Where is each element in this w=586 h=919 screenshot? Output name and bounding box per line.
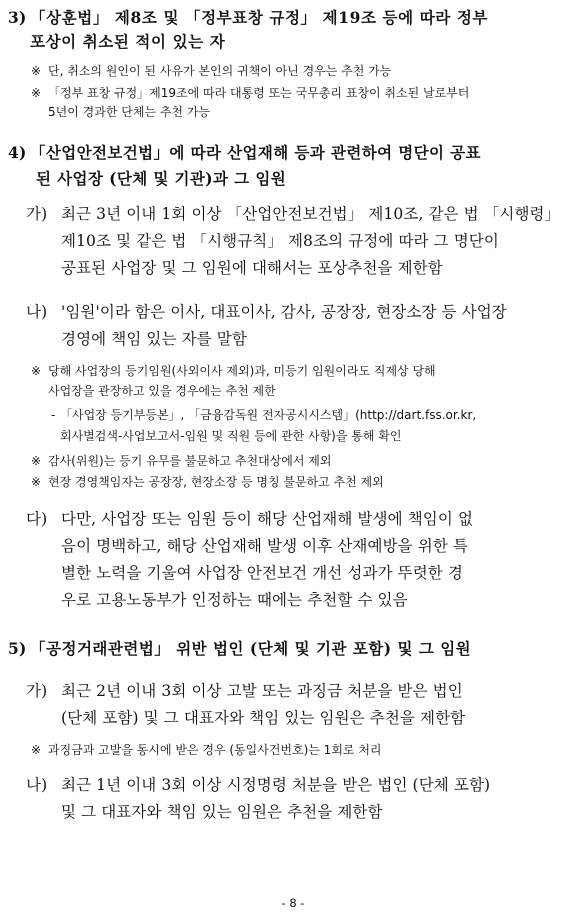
note-text-line2: 5년이 경과한 단체는 추천 가능	[48, 105, 210, 119]
item-line: 음이 명백하고, 해당 산업재해 발생 이후 산재예방을 위한 특	[61, 537, 468, 555]
section-4-number: 4)	[8, 143, 27, 162]
item-line: 별한 노력을 기울여 사업장 안전보건 개선 성과가 뚜렷한 경	[61, 564, 463, 582]
item-line: 제10조 및 같은 법 「시행규칙」 제8조의 규정에 따라 그 명단이	[61, 232, 499, 250]
note-text: 감사(위원)는 등기 유무를 불문하고 추천대상에서 제외	[48, 454, 332, 468]
note-mark: ※	[31, 454, 42, 468]
section-3-title-line2: 포상이 취소된 적이 있는 자	[30, 32, 226, 51]
section-4-title-line1: 「산업안전보건법」에 따라 산업재해 등과 관련하여 명단이 공표	[30, 143, 481, 162]
section-5-title-line1: 「공정거래관련법」 위반 법인 (단체 및 기관 포함) 및 그 임원	[30, 639, 472, 658]
sub-text-line1: 「사업장 등기부등본」, 「금융감독원 전자공시시스템」(http://dart.fss.or.kr,	[60, 408, 477, 422]
item-marker: 다)	[26, 510, 48, 528]
sub-dash: -	[51, 408, 56, 422]
section-4-title-line2: 된 사업장 (단체 및 기관)과 그 임원	[36, 169, 287, 188]
item-line: 공표된 사업장 및 그 임원에 대해서는 포상추천을 제한함	[61, 259, 443, 277]
note-text: 과징금과 고발을 동시에 받은 경우 (동일사건번호)는 1회로 처리	[48, 743, 382, 757]
item-line: 최근 3년 이내 1회 이상 「산업안전보건법」 제10조, 같은 법 「시행령」	[61, 205, 561, 223]
note-mark: ※	[31, 64, 42, 78]
note-mark: ※	[31, 475, 42, 489]
item-line: (단체 포함) 및 그 대표자와 책임 있는 임원은 추천을 제한함	[61, 709, 466, 727]
item-marker: 가)	[26, 682, 48, 700]
section-5-number: 5)	[8, 639, 27, 658]
note-text-line1: 「정부 표창 규정」제19조에 따라 대통령 또는 국무총리 표창이 취소된 날로부터	[48, 86, 470, 100]
note-mark: ※	[31, 86, 42, 100]
note-mark: ※	[31, 364, 42, 378]
item-marker: 나)	[26, 303, 48, 321]
item-line: 최근 1년 이내 3회 이상 시정명령 처분을 받은 법인 (단체 포함)	[61, 776, 491, 794]
sub-text-line2: 회사별검색-사업보고서-임원 및 직원 등에 관한 사항)을 통해 확인	[60, 429, 402, 443]
section-3-title-line1: 「상훈법」 제8조 및 「정부표창 규정」 제19조 등에 따라 정부	[30, 8, 488, 27]
item-line: 경영에 책임 있는 자를 말함	[61, 330, 247, 348]
note-text: 현장 경영책임자는 공장장, 현장소장 등 명칭 불문하고 추천 제외	[48, 475, 384, 489]
note-text-line1: 당해 사업장의 등기임원(사외이사 제외)과, 미등기 임원이라도 직제상 당해	[48, 364, 436, 378]
item-line: 최근 2년 이내 3회 이상 고발 또는 과징금 처분을 받은 법인	[61, 682, 463, 700]
item-marker: 나)	[26, 776, 48, 794]
note-mark: ※	[31, 743, 42, 757]
item-line: 우로 고용노동부가 인정하는 때에는 추천할 수 있음	[61, 591, 408, 609]
item-line: '임원'이라 함은 이사, 대표이사, 감사, 공장장, 현장소장 등 사업장	[61, 303, 507, 321]
page-number: - 8 -	[281, 896, 305, 910]
item-marker: 가)	[26, 205, 48, 223]
note-text-line2: 사업장을 관장하고 있을 경우에는 추천 제한	[48, 384, 276, 398]
item-line: 다만, 사업장 또는 임원 등이 해당 산업재해 발생에 책임이 없	[61, 510, 474, 528]
item-line: 및 그 대표자와 책임 있는 임원은 추천을 제한함	[61, 803, 383, 821]
note-text: 단, 취소의 원인이 된 사유가 본인의 귀책이 아닌 경우는 추천 가능	[48, 64, 392, 78]
section-3-number: 3)	[8, 8, 27, 27]
